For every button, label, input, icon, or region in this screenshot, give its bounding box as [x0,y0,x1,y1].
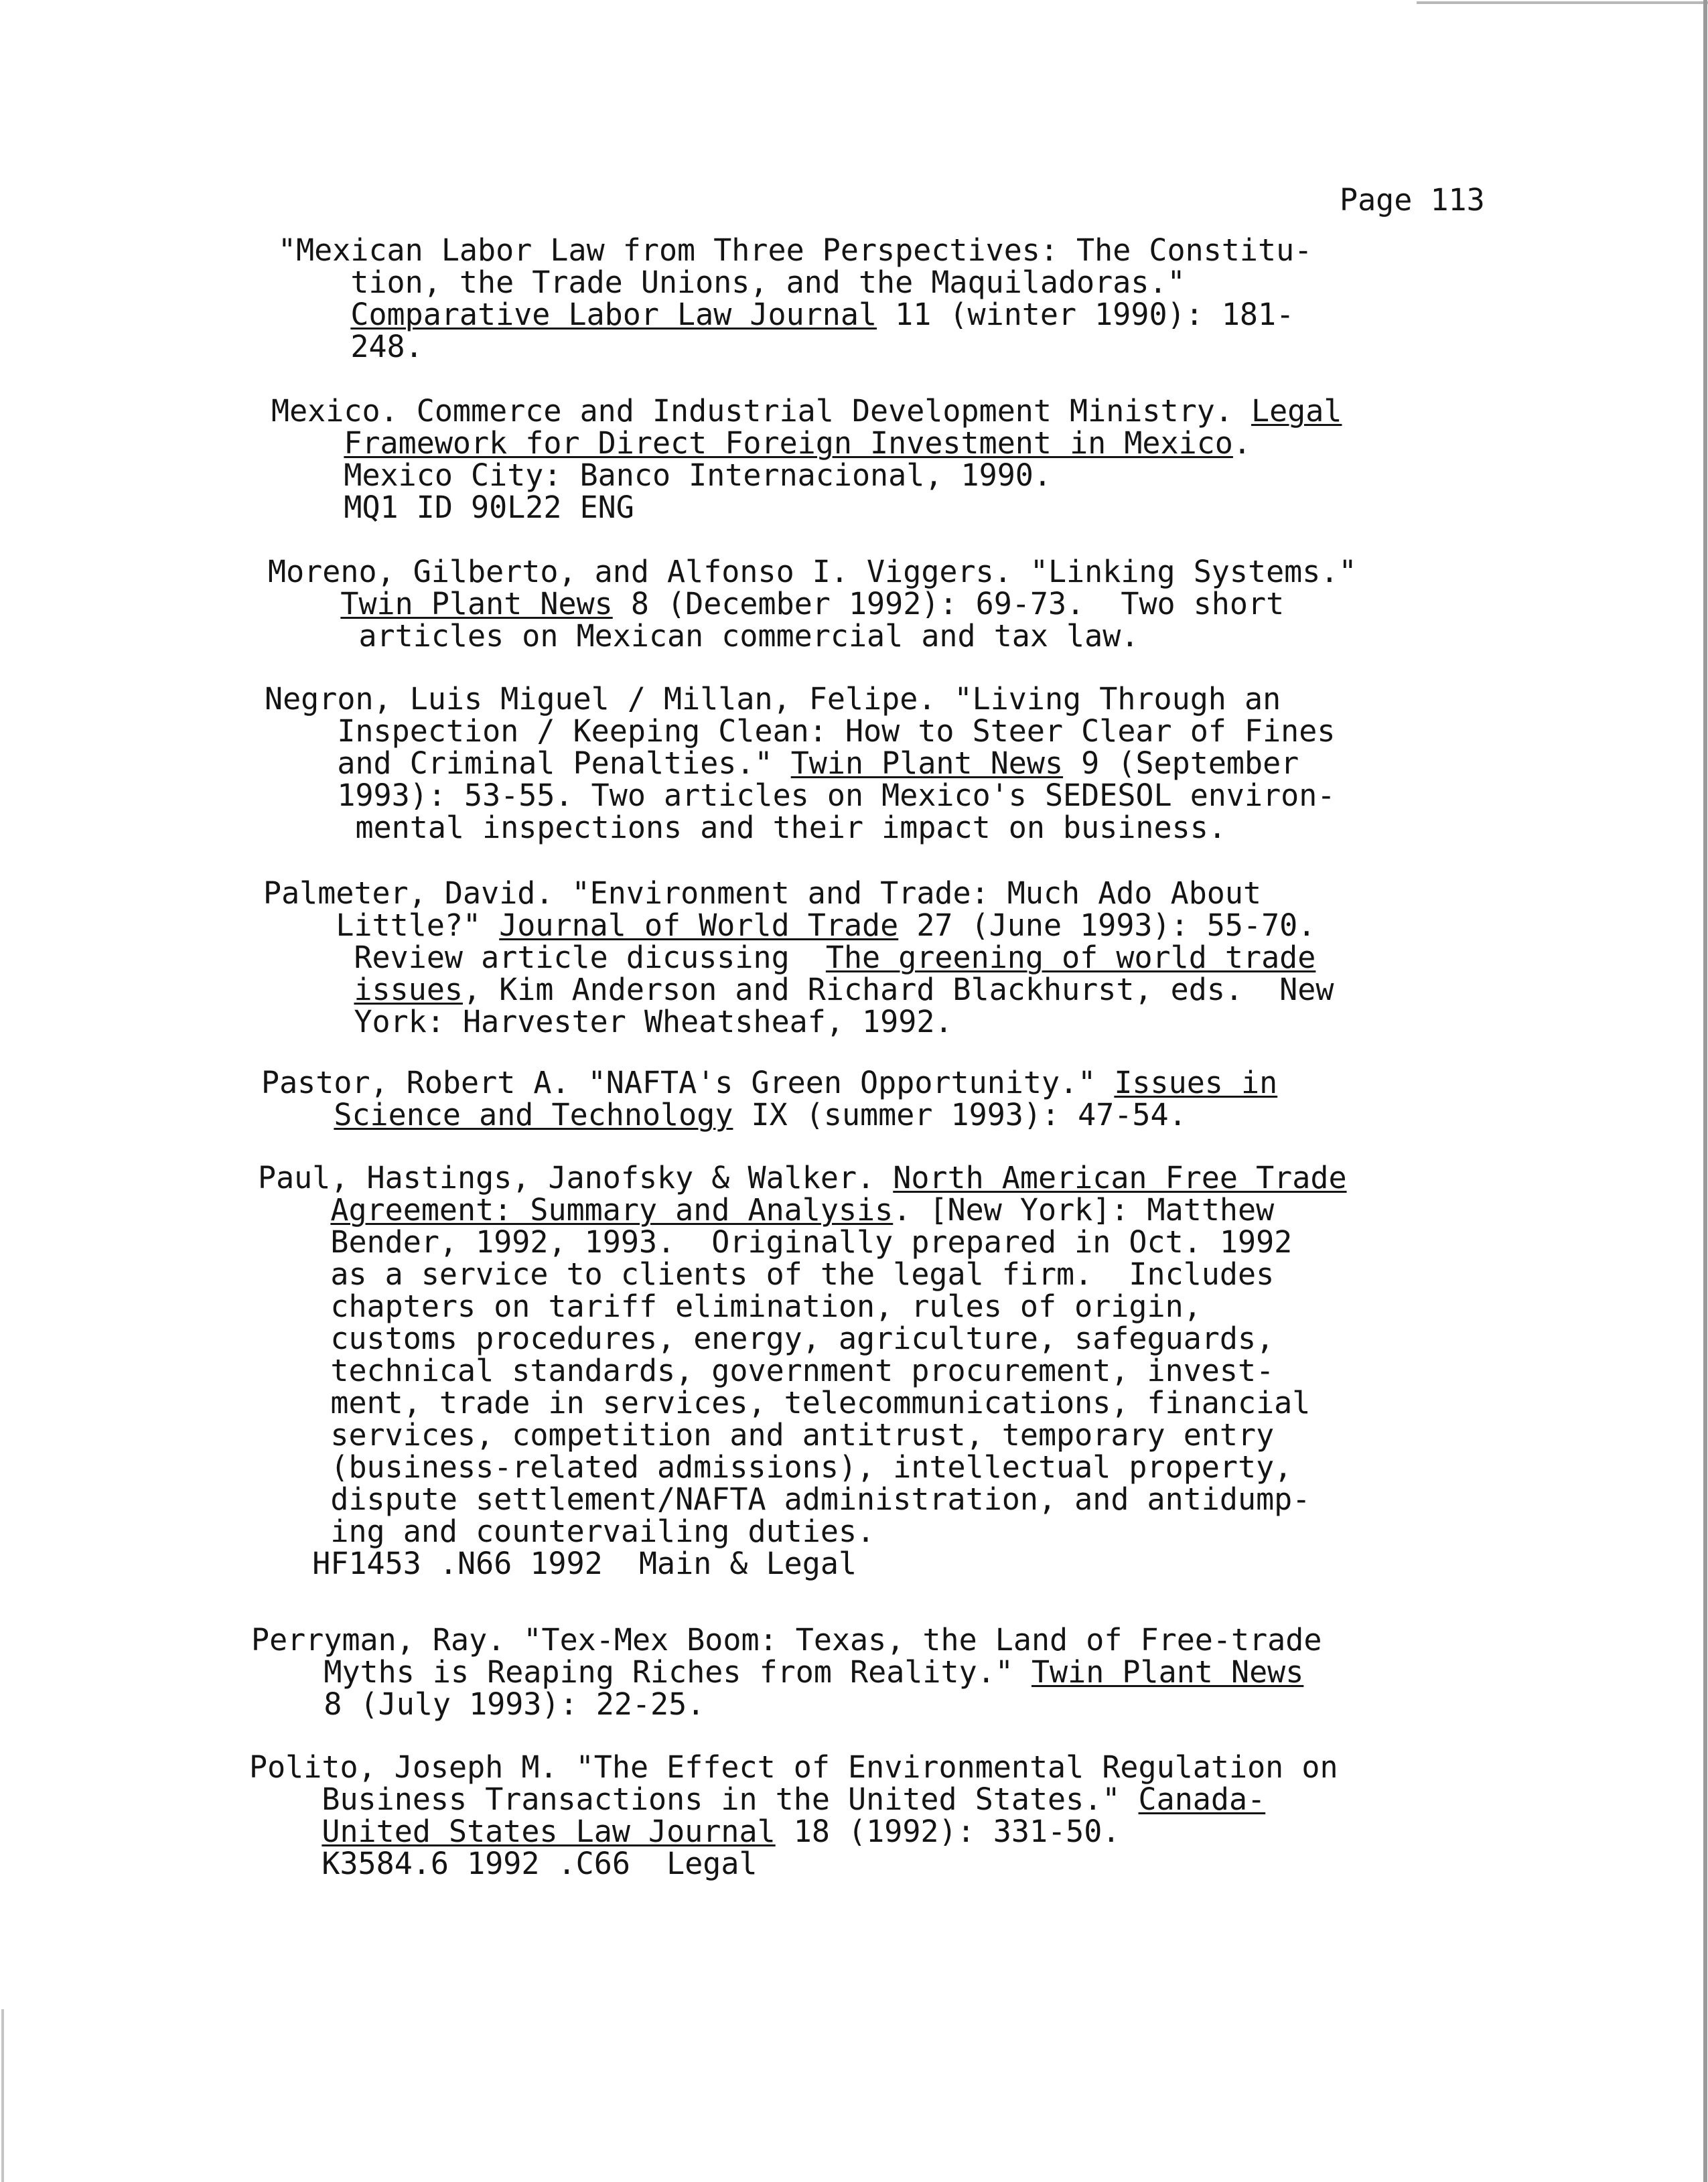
entry-line [268,620,1708,652]
entry-line [263,877,1708,910]
entry-line [263,974,1708,1006]
entry-text [249,1814,322,1849]
bibliography-entry [271,395,1708,524]
underlined-title: The greening of world trade [825,940,1316,975]
entry-line [265,715,1708,747]
entry-text: articles on Mexican commercial and tax law. [268,618,1139,654]
entry-text: Inspection / Keeping Clean: How to Steer Clear of Fines [265,713,1336,749]
entry-line [263,907,1708,943]
entry-line [258,1323,1708,1355]
entry-line [268,556,1708,588]
entry-text: 9 (September [1063,745,1299,781]
entry-line [258,1387,1708,1419]
entry-text: Palmeter, David. "Environment and Trade: Much Ado About [263,875,1262,911]
entry-text [278,297,350,332]
entry-line [251,1624,1708,1656]
entry-text: Myths is Reaping Riches from Reality." [251,1654,1031,1690]
underlined-title: North American Free Trade [893,1160,1347,1195]
underlined-title: Journal of World Trade [499,907,899,943]
underlined-title: Science and Technology [334,1097,733,1133]
entry-line [249,1816,1708,1848]
entry-line [258,1258,1708,1291]
entry-text: Mexico. Commerce and Industrial Development Ministry. [271,393,1251,429]
entry-line [271,395,1708,427]
entry-text: Moreno, Gilberto, and Alfonso I. Viggers. "Linking Systems." [268,554,1357,589]
entry-text: IX (summer 1993): 47-54. [733,1097,1187,1133]
underlined-title: Twin Plant News [340,586,613,622]
entry-text: services, competition and antitrust, temporary entry [258,1417,1275,1453]
bibliography-entry [258,1162,1708,1580]
entry-text: (business-related admissions), intellectual property, [258,1449,1293,1485]
entry-text: Review article dicussing [263,940,826,975]
entry-line [258,1194,1708,1226]
entry-text: Pastor, Robert A. "NAFTA's Green Opportunity." [261,1065,1115,1100]
entry-line [258,1291,1708,1323]
bibliography-entry [261,1067,1708,1131]
entry-text [271,425,344,461]
underlined-title: issues [354,972,464,1007]
page-number: Page 113 [1340,182,1485,218]
entry-line [278,234,1708,267]
entry-text: York: Harvester Wheatsheaf, 1992. [263,1004,953,1039]
entry-line [258,1451,1708,1483]
entry-text: ing and countervailing duties. [258,1514,875,1549]
entry-line [258,1419,1708,1451]
entry-text: Perryman, Ray. "Tex-Mex Boom: Texas, the Land of Free-trade [251,1622,1322,1658]
entry-text: Little?" [263,907,500,943]
entry-line [265,812,1708,844]
entry-text: tion, the Trade Unions, and the Maquiladoras." [278,265,1186,300]
entry-text [258,1192,330,1228]
entry-text: 8 (December 1992): 69-73. Two short [612,586,1285,622]
entry-text [268,586,340,622]
underlined-title: Canada- [1138,1781,1266,1817]
underlined-title: Legal [1251,393,1342,429]
entry-text: chapters on tariff elimination, rules of origin, [258,1289,1202,1324]
entry-text: Mexico City: Banco Internacional, 1990. [271,457,1052,493]
entry-line [271,427,1708,459]
bibliography-entry [278,234,1708,363]
entry-line [263,942,1708,974]
entry-line [258,1355,1708,1387]
entry-text: dispute settlement/NAFTA administration, and antidump- [258,1481,1311,1517]
entry-line [278,299,1708,331]
entry-text: 8 (July 1993): 22-25. [251,1686,705,1722]
entry-line [251,1688,1708,1721]
bibliography-entry [268,556,1708,652]
underlined-title: Comparative Labor Law Journal [350,297,877,332]
underlined-title: Twin Plant News [790,745,1064,781]
entry-line [249,1781,1708,1817]
bibliography-entry [265,683,1708,844]
underlined-title: United States Law Journal [322,1814,776,1849]
entry-text [263,972,354,1007]
entry-text: Negron, Luis Miguel / Millan, Felipe. "Living Through an [265,681,1281,717]
bibliography-entry [249,1751,1708,1880]
underlined-title: Framework for Direct Foreign Investment in Mexico [344,425,1233,461]
entry-line [261,1067,1708,1099]
entry-text: HF1453 .N66 1992 Main & Legal [258,1546,857,1581]
entry-line [265,747,1708,780]
entry-text: 248. [278,329,423,364]
entry-text [261,1097,334,1133]
entry-line [268,588,1708,620]
entry-line [265,780,1708,812]
entry-text: Bender, 1992, 1993. Originally prepared in Oct. 1992 [258,1224,1293,1260]
entry-text: . [1232,425,1251,461]
entry-line [258,1516,1708,1548]
entry-text: "Mexican Labor Law from Three Perspectives: The Constitu- [278,232,1313,268]
entry-line [249,1751,1708,1784]
entry-text: Business Transactions in the United States." [249,1781,1139,1817]
entry-text: 18 (1992): 331-50. [775,1814,1121,1849]
entry-text: customs procedures, energy, agriculture, safeguards, [258,1321,1275,1356]
entry-text: K3584.6 1992 .C66 Legal [249,1846,758,1881]
entry-text: as a service to clients of the legal firm. Includes [258,1256,1275,1292]
entry-line [258,1483,1708,1516]
entry-line [278,331,1708,363]
entry-line [258,1226,1708,1258]
entry-line [261,1099,1708,1131]
entry-line [271,459,1708,492]
entry-text: 11 (winter 1990): 181- [877,297,1295,332]
underlined-title: Agreement: Summary and Analysis [330,1192,894,1228]
entry-text: ment, trade in services, telecommunications, financial [258,1385,1311,1421]
entry-text: and Criminal Penalties." [265,745,791,781]
entry-text: mental inspections and their impact on business. [265,810,1226,845]
bibliography-entry [251,1624,1708,1721]
entry-text: 1993): 53-55. Two articles on Mexico's SEDESOL environ- [265,778,1336,813]
entry-line [271,492,1708,524]
entry-text: Polito, Joseph M. "The Effect of Environmental Regulation on [249,1749,1338,1785]
underlined-title: Issues in [1114,1065,1278,1100]
entry-line [258,1548,1708,1580]
entry-line [251,1656,1708,1688]
entry-line [278,267,1708,299]
entry-line [249,1848,1708,1880]
entry-text: MQ1 ID 90L22 ENG [271,490,634,525]
entry-line [263,1006,1708,1038]
entry-text: 27 (June 1993): 55-70. [898,907,1316,943]
entry-text: technical standards, government procurement, invest- [258,1353,1275,1388]
entry-text: Paul, Hastings, Janofsky & Walker. [258,1160,894,1195]
entry-line [258,1162,1708,1194]
bibliography-entry [263,877,1708,1038]
entry-text: , Kim Anderson and Richard Blackhurst, eds. New [463,972,1334,1007]
underlined-title: Twin Plant News [1031,1654,1304,1690]
entry-text: . [New York]: Matthew [893,1192,1275,1228]
entry-line [265,683,1708,715]
